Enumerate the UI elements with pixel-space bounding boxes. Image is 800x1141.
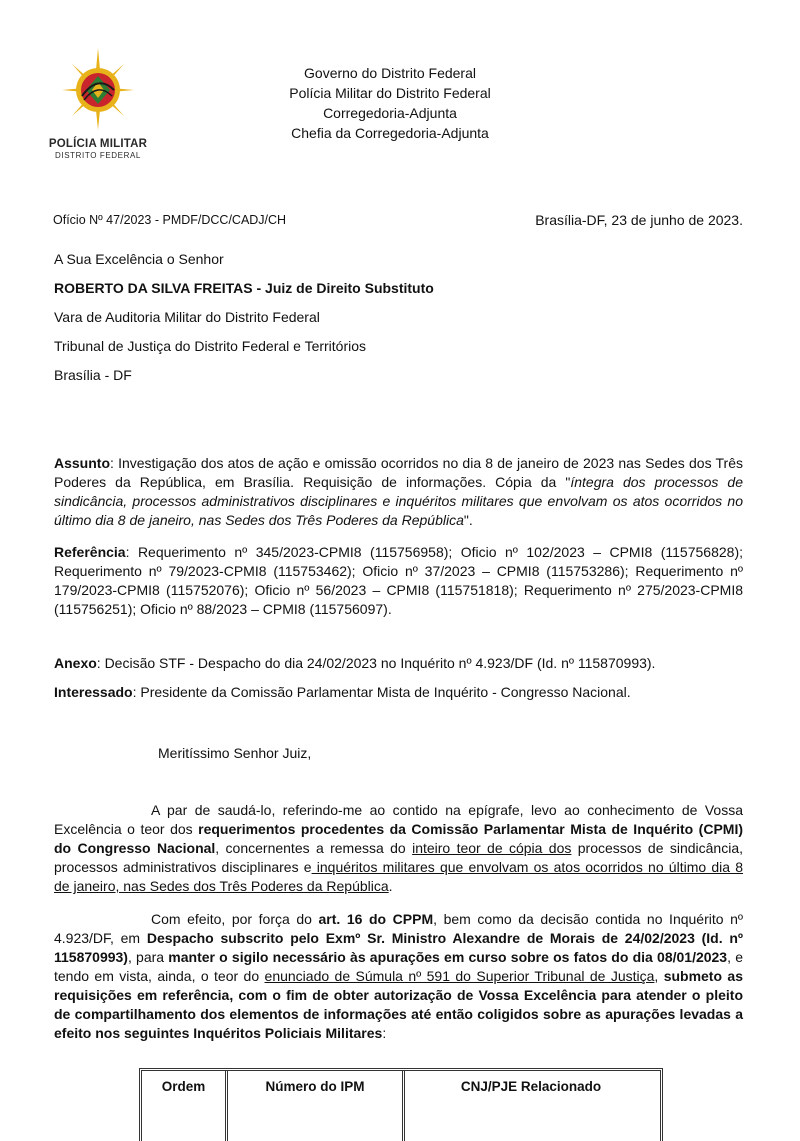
table-header-numero-ipm: Número do IPM xyxy=(265,1079,365,1094)
greeting: Meritíssimo Senhor Juiz, xyxy=(158,745,312,761)
anexo-paragraph xyxy=(54,654,743,673)
interessado-text: : Presidente da Comissão Parlamentar Mista de Inquérito - Congresso Nacional. xyxy=(132,684,631,700)
para1-underlined: inquéritos militares que envolvam os atos ocorridos no último dia 8 de janeiro, nas Sedes dos Três Poderes da República xyxy=(54,859,743,894)
referencia-label: Referência xyxy=(54,544,126,560)
para1-text: A par de saudá-lo, referindo-me ao contido na epígrafe, levo ao conhecimento de Vossa Excelência o teor dos xyxy=(54,802,743,837)
logo-subtitle: DISTRITO FEDERAL xyxy=(55,151,141,160)
addressee-city: Brasília - DF xyxy=(54,367,132,383)
para2-bold: Despacho subscrito pelo Exmº Sr. Ministro Alexandre de Morais de 24/02/2023 (Id. nº 115870993) xyxy=(54,930,743,965)
para1-text: processos de sindicância, processos administrativos disciplinares e xyxy=(54,840,743,875)
para2-text: Com efeito, por força do xyxy=(151,911,319,927)
assunto-end: ". xyxy=(463,512,473,528)
para2-text: , bem como da decisão contida no Inquérito nº 4.923/DF, em xyxy=(54,911,744,946)
referencia-paragraph xyxy=(54,543,743,619)
assunto-paragraph xyxy=(54,454,743,530)
para2-bold: submeto as requisições em referência, com o fim de obter autorização de Vossa Excelência para atender o pleito de compartilhamento dos elementos de informações até então coligidos sobre as apurações levadas a efeito nos seguintes Inquéritos Policiais Militares xyxy=(54,968,743,1041)
body-paragraph-1 xyxy=(54,801,743,896)
para2-underlined: enunciado de Súmula nº 591 do Superior Tribunal de Justiça xyxy=(264,968,655,984)
letterhead xyxy=(200,63,580,143)
interessado-label: Interessado xyxy=(54,684,133,700)
para2-bold: art. 16 do CPPM xyxy=(318,911,434,927)
assunto-label: Assunto xyxy=(54,455,110,471)
anexo-text: : Decisão STF - Despacho do dia 24/02/2023 no Inquérito nº 4.923/DF (Id. nº 115870993). xyxy=(96,655,656,671)
oficio-date: Brasília-DF, 23 de junho de 2023. xyxy=(535,212,743,228)
table-header-ordem: Ordem xyxy=(161,1079,206,1094)
letterhead-line: Corregedoria-Adjunta xyxy=(323,105,457,121)
addressee-tribunal: Tribunal de Justiça do Distrito Federal e Territórios xyxy=(54,338,367,354)
para1-text: . xyxy=(388,878,393,894)
addressee-name: ROBERTO DA SILVA FREITAS - Juiz de Direito Substituto xyxy=(54,280,434,296)
oficio-number: Ofício Nº 47/2023 - PMDF/DCC/CADJ/CH xyxy=(53,213,287,227)
para2-text: , e tendo em vista, ainda, o teor do xyxy=(54,949,743,984)
letterhead-line: Governo do Distrito Federal xyxy=(304,65,476,81)
ipm-table xyxy=(139,1068,663,1141)
para1-text: , concernentes a remessa do xyxy=(215,840,413,856)
para2-text: , para xyxy=(127,949,169,965)
addressee-court: Vara de Auditoria Militar do Distrito Federal xyxy=(54,309,320,325)
body-paragraph-2 xyxy=(54,910,743,1043)
interessado-paragraph xyxy=(54,683,743,702)
para2-text: , xyxy=(654,968,664,984)
table-header-cnj-pje: CNJ/PJE Relacionado xyxy=(460,1079,602,1094)
letterhead-line: Polícia Militar do Distrito Federal xyxy=(289,85,491,101)
pmdf-logo xyxy=(46,44,150,162)
pmdf-crest-icon xyxy=(60,44,136,136)
assunto-text: : Investigação dos atos de ação e omissão ocorridos no dia 8 de janeiro de 2023 nas Sedes dos Três Poderes da República, em Brasília. Requisição de informações. Cópia da " xyxy=(54,455,743,490)
letterhead-line: Chefia da Corregedoria-Adjunta xyxy=(291,125,489,141)
para1-bold: requerimentos procedentes da Comissão Parlamentar Mista de Inquérito (CPMI) do Congresso Nacional xyxy=(54,821,743,856)
referencia-text: : Requerimento nº 345/2023-CPMI8 (115756958); Oficio nº 102/2023 – CPMI8 (115756828); Requerimento nº 79/2023-CPMI8 (115753462); Oficio nº 37/2023 – CPMI8 (115753286); Requerimento nº 179/2023-CPMI8 (115752076); Oficio nº 56/2023 – CPMI8 (115751818); Requerimento nº 275/2023-CPMI8 (115756251); Oficio nº 88/2023 – CPMI8 (115756097). xyxy=(54,544,743,617)
logo-title: POLÍCIA MILITAR xyxy=(48,138,148,150)
para2-text: : xyxy=(382,1025,387,1041)
para2-bold: manter o sigilo necessário às apurações em curso sobre os fatos do dia 08/01/2023 xyxy=(168,949,728,965)
anexo-label: Anexo xyxy=(54,655,97,671)
addressee-salutation: A Sua Excelência o Senhor xyxy=(54,251,224,267)
para1-underlined: inteiro teor de cópia dos xyxy=(412,840,572,856)
assunto-quote: íntegra dos processos de sindicância, processos administrativos disciplinares e inquéritos militares que envolvam os atos ocorridos no último dia 8 de janeiro, nas Sedes dos Três Poderes da República xyxy=(54,474,743,528)
